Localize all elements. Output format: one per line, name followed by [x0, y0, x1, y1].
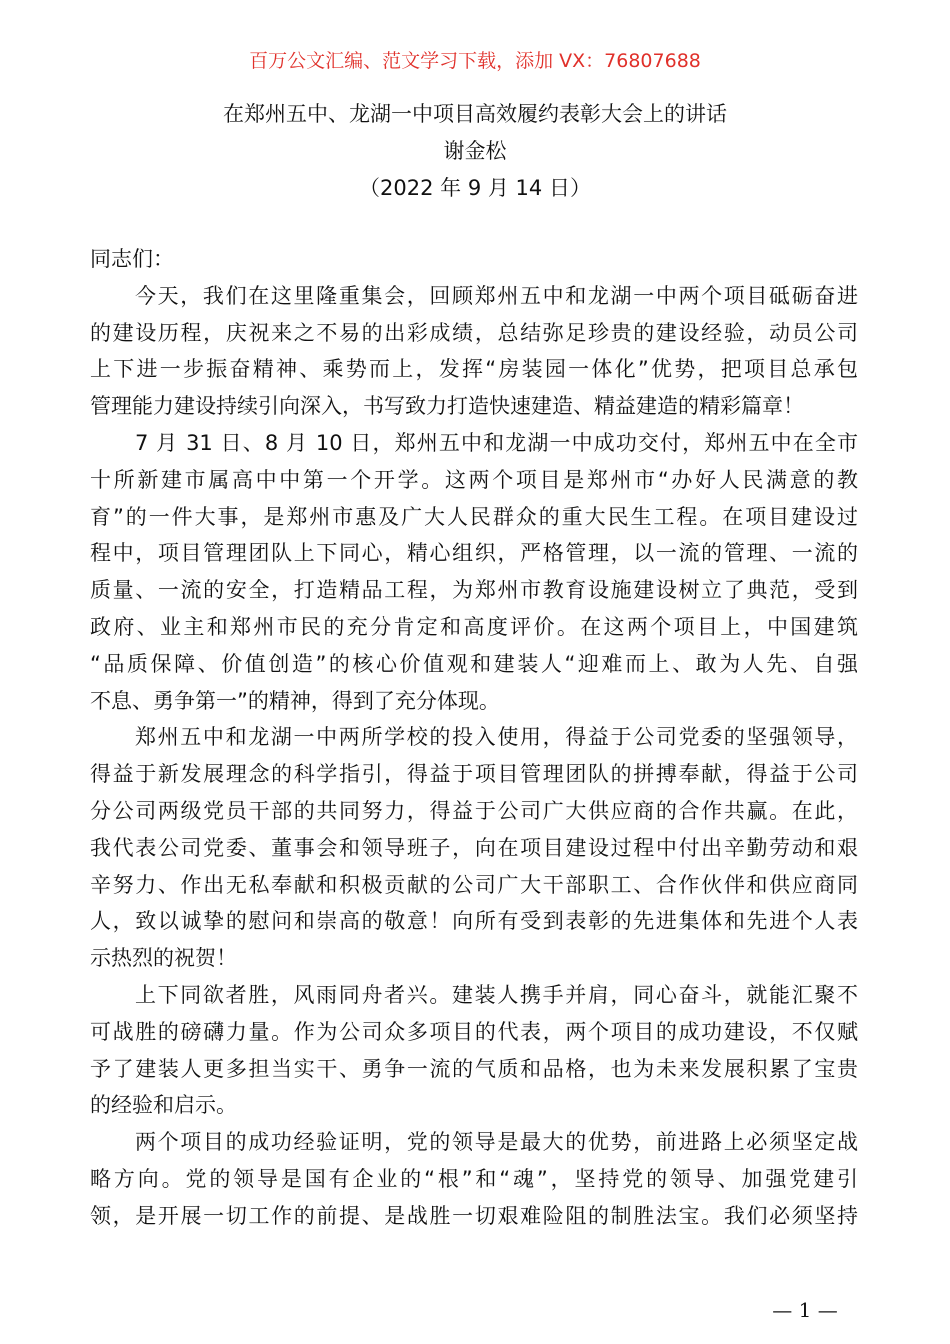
- paragraph-line: 的建设历程，庆祝来之不易的出彩成绩，总结弥足珍贵的建设经验，动员公司: [90, 320, 858, 345]
- paragraph-line: 两个项目的成功经验证明，党的领导是最大的优势，前进路上必须坚定战: [135, 1130, 858, 1155]
- paragraph-line: 予了建装人更多担当实干、勇争一流的气质和品格，也为未来发展积累了宝贵: [90, 1056, 858, 1081]
- paragraph-line: 可战胜的磅礴力量。作为公司众多项目的代表，两个项目的成功建设，不仅赋: [90, 1019, 858, 1044]
- paragraph: [90, 719, 858, 977]
- paragraph: [90, 977, 858, 1124]
- paragraph-line: 不息、勇争第一”的精神，得到了充分体现。: [90, 688, 500, 713]
- paragraph-line: 育”的一件大事，是郑州市惠及广大人民群众的重大民生工程。在项目建设过: [90, 504, 858, 529]
- page-number: — 1 —: [772, 1298, 838, 1322]
- paragraph-line: 我代表公司党委、董事会和领导班子，向在项目建设过程中付出辛勤劳动和艰: [90, 835, 858, 860]
- paragraph-line: 领，是开展一切工作的前提、是战胜一切艰难险阻的制胜法宝。我们必须坚持: [90, 1203, 858, 1228]
- author: 谢金松: [443, 139, 507, 163]
- paragraph: [90, 278, 858, 425]
- paragraph-line: 程中，项目管理团队上下同心，精心组织，严格管理，以一流的管理、一流的: [90, 541, 858, 566]
- salutation: 同志们：: [90, 247, 174, 271]
- document-title: 在郑州五中、龙湖一中项目高效履约表彰大会上的讲话: [223, 102, 727, 126]
- paragraph: [90, 425, 858, 719]
- paragraph-line: 今天，我们在这里隆重集会，回顾郑州五中和龙湖一中两个项目砥砺奋进: [135, 283, 858, 308]
- paragraph-line: 7 月 31 日、8 月 10 日，郑州五中和龙湖一中成功交付，郑州五中在全市: [135, 430, 858, 455]
- paragraph-line: 政府、业主和郑州市民的充分肯定和高度评价。在这两个项目上，中国建筑: [90, 614, 858, 639]
- paragraph: [90, 1124, 858, 1234]
- paragraph-line: 得益于新发展理念的科学指引，得益于项目管理团队的拼搏奉献，得益于公司: [90, 762, 858, 787]
- date: （2022 年 9 月 14 日）: [359, 176, 591, 200]
- paragraph-line: 分公司两级党员干部的共同努力，得益于公司广大供应商的合作共赢。在此，: [90, 798, 858, 823]
- paragraph-line: 管理能力建设持续引向深入，书写致力打造快速建造、精益建造的精彩篇章！: [90, 394, 804, 419]
- document-body: [90, 241, 858, 1235]
- paragraph-line: 质量、一流的安全，打造精品工程，为郑州市教育设施建设树立了典范，受到: [90, 578, 858, 603]
- paragraph-line: 郑州五中和龙湖一中两所学校的投入使用，得益于公司党委的坚强领导，: [135, 725, 858, 750]
- paragraph-line: 的经验和启示。: [90, 1093, 237, 1118]
- paragraph-line: 上下同欲者胜，风雨同舟者兴。建装人携手并肩，同心奋斗，就能汇聚不: [135, 982, 858, 1007]
- watermark-banner: 百万公文汇编、范文学习下载，添加 VX：76807688: [249, 50, 701, 72]
- paragraph-line: 略方向。党的领导是国有企业的“根”和“魂”，坚持党的领导、加强党建引: [90, 1166, 858, 1191]
- paragraph-line: 上下进一步振奋精神、乘势而上，发挥“房装园一体化”优势，把项目总承包: [90, 357, 858, 382]
- paragraph-line: 人，致以诚挚的慰问和崇高的敬意！向所有受到表彰的先进集体和先进个人表: [90, 909, 858, 934]
- paragraph-line: 辛努力、作出无私奉献和积极贡献的公司广大干部职工、合作伙伴和供应商同: [90, 872, 858, 897]
- paragraph-line: 示热烈的祝贺！: [90, 946, 237, 971]
- paragraph-line: “品质保障、价值创造”的核心价值观和建装人“迎难而上、敢为人先、自强: [90, 651, 858, 676]
- paragraph-line: 十所新建市属高中中第一个开学。这两个项目是郑州市“办好人民满意的教: [90, 467, 858, 492]
